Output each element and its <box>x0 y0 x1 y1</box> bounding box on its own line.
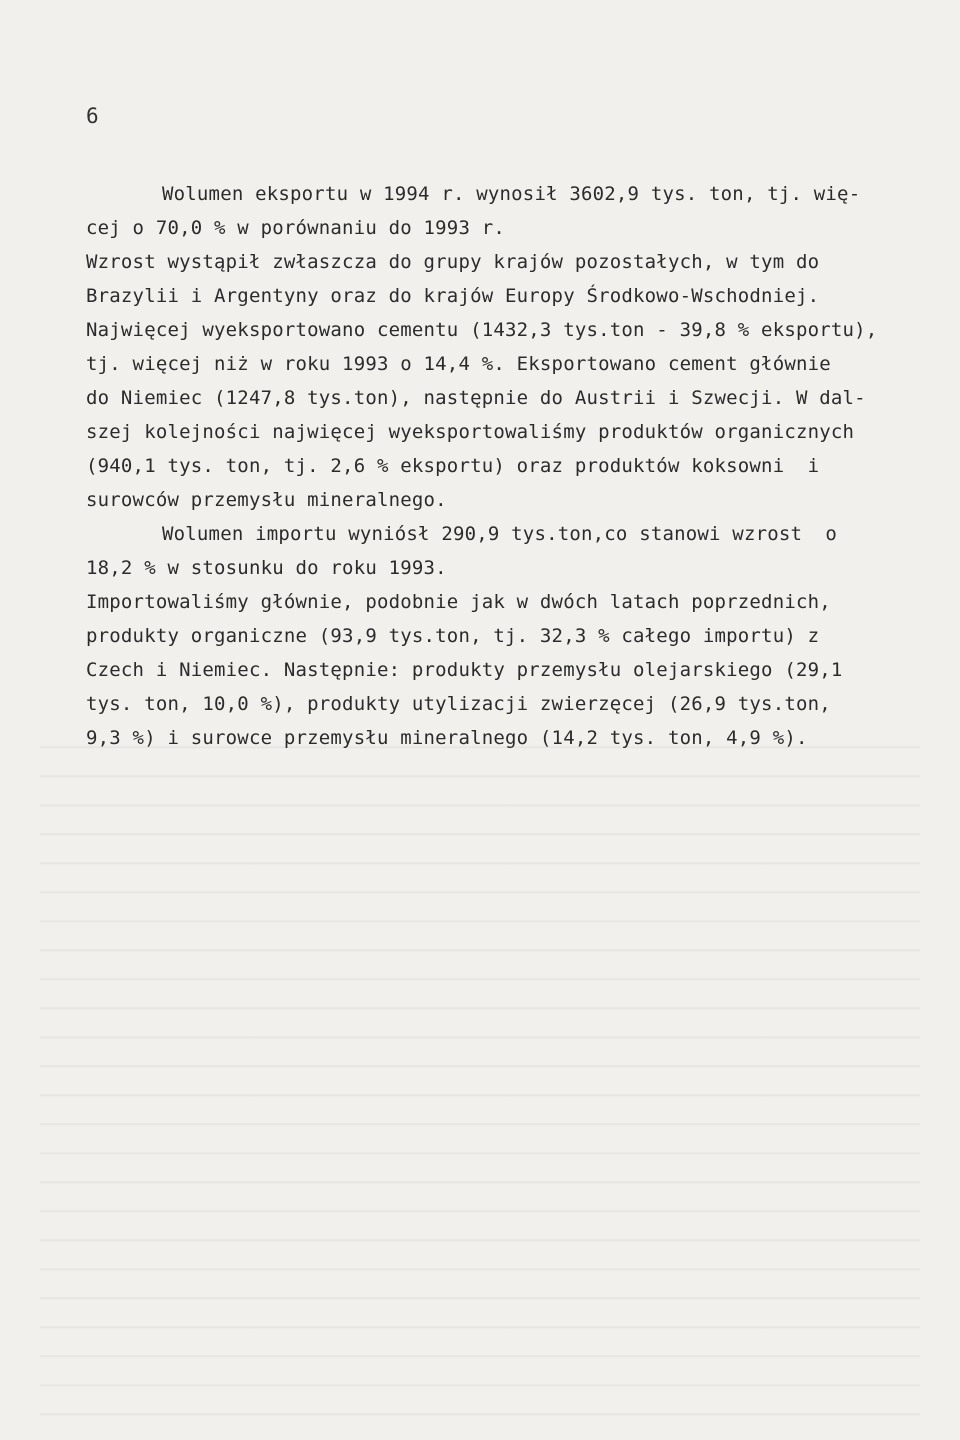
text-line: produkty organiczne (93,9 tys.ton, tj. 32,3 % całego importu) z <box>86 625 820 647</box>
text-line: Wolumen eksportu w 1994 r. wynosił 3602,9 tys. ton, tj. wię- <box>162 183 861 205</box>
text-line: Brazylii i Argentyny oraz do krajów Europy Środkowo-Wschodniej. <box>86 285 820 307</box>
body-text <box>86 180 936 758</box>
text-line: szej kolejności najwięcej wyeksportowaliśmy produktów organicznych <box>86 421 855 443</box>
text-line: Wzrost wystąpił zwłaszcza do grupy krajów pozostałych, w tym do <box>86 251 820 273</box>
text-line: Najwięcej wyeksportowano cementu (1432,3 tys.ton - 39,8 % eksportu), <box>86 319 878 341</box>
text-line: tys. ton, 10,0 %), produkty utylizacji zwierzęcej (26,9 tys.ton, <box>86 693 831 715</box>
text-line: tj. więcej niż w roku 1993 o 14,4 %. Eksportowano cement głównie <box>86 353 831 375</box>
show-through-background <box>40 720 920 1420</box>
text-line: (940,1 tys. ton, tj. 2,6 % eksportu) oraz produktów koksowni i <box>86 455 820 477</box>
text-line: 9,3 %) i surowce przemysłu mineralnego (14,2 tys. ton, 4,9 %). <box>86 727 808 749</box>
text-line: surowców przemysłu mineralnego. <box>86 489 447 511</box>
text-line: Importowaliśmy głównie, podobnie jak w dwóch latach poprzednich, <box>86 591 831 613</box>
text-line: 18,2 % w stosunku do roku 1993. <box>86 557 447 579</box>
text-line: do Niemiec (1247,8 tys.ton), następnie do Austrii i Szwecji. W dal- <box>86 387 866 409</box>
text-line: Wolumen importu wyniósł 290,9 tys.ton,co stanowi wzrost o <box>162 523 838 545</box>
page-number: 6 <box>86 104 99 128</box>
text-line: Czech i Niemiec. Następnie: produkty przemysłu olejarskiego (29,1 <box>86 659 843 681</box>
text-line: cej o 70,0 % w porównaniu do 1993 r. <box>86 217 506 239</box>
